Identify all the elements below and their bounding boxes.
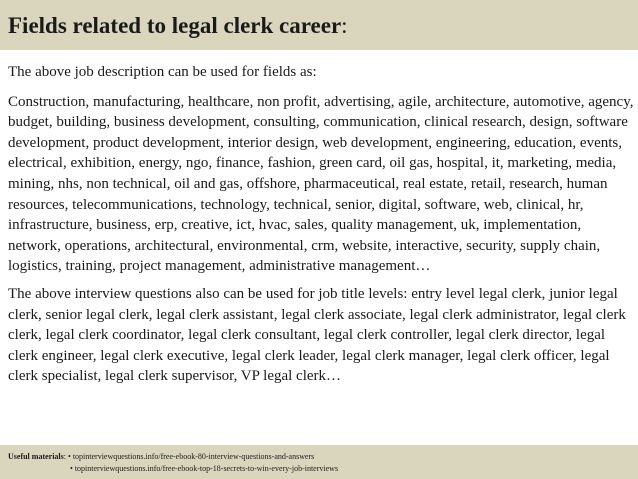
useful-materials-separator: : <box>63 452 66 461</box>
slide-content <box>8 62 634 394</box>
bullet-icon: • <box>70 464 73 473</box>
bullet-icon: • <box>68 452 71 461</box>
footer-link-2[interactable]: topinterviewquestions.info/free-ebook-top-18-secrets-to-win-every-job-interviews <box>74 464 339 473</box>
fields-paragraph: Construction, manufacturing, healthcare, non profit, advertising, agile, architecture, automotive, agency, budget, building, business development, consulting, communication, clinical research, design, software development, product development, interior design, web development, engineering, education, events, electrical, exhibition, energy, ngo, finance, fashion, green card, oil gas, hospital, it, marketing, media, mining, nhs, non technical, oil and gas, offshore, pharmaceutical, real estate, retail, research, human resources, telecommunications, technology, technical, senior, digital, software, web, clinical, hr, infrastructure, business, erp, creative, ict, hvac, sales, quality management, uk, implementation, network, operations, architectural, environmental, crm, website, interactive, security, supply chain, logistics, training, project management, administrative management… <box>8 93 634 275</box>
footer-bar <box>0 445 638 479</box>
slide-title-text: Fields related to legal clerk career <box>8 13 342 38</box>
footer-row-2 <box>70 464 338 474</box>
intro-text: The above job description can be used for fields as: <box>8 64 317 80</box>
footer-link-1[interactable]: topinterviewquestions.info/free-ebook-80-interview-questions-and-answers <box>72 452 315 461</box>
useful-materials-label: Useful materials <box>8 452 64 461</box>
title-bar <box>0 0 638 50</box>
slide-title-colon: : <box>341 13 348 38</box>
footer-row-1 <box>8 452 314 462</box>
levels-paragraph: The above interview questions also can be used for job title levels: entry level legal clerk, junior legal clerk, senior legal clerk, legal clerk assistant, legal clerk associate, legal clerk administrator, legal clerk clerk, legal clerk coordinator, legal clerk consultant, legal clerk controller, legal clerk director, legal clerk engineer, legal clerk executive, legal clerk leader, legal clerk manager, legal clerk officer, legal clerk specialist, legal clerk supervisor, VP legal clerk… <box>8 285 626 385</box>
slide-title <box>8 12 348 40</box>
